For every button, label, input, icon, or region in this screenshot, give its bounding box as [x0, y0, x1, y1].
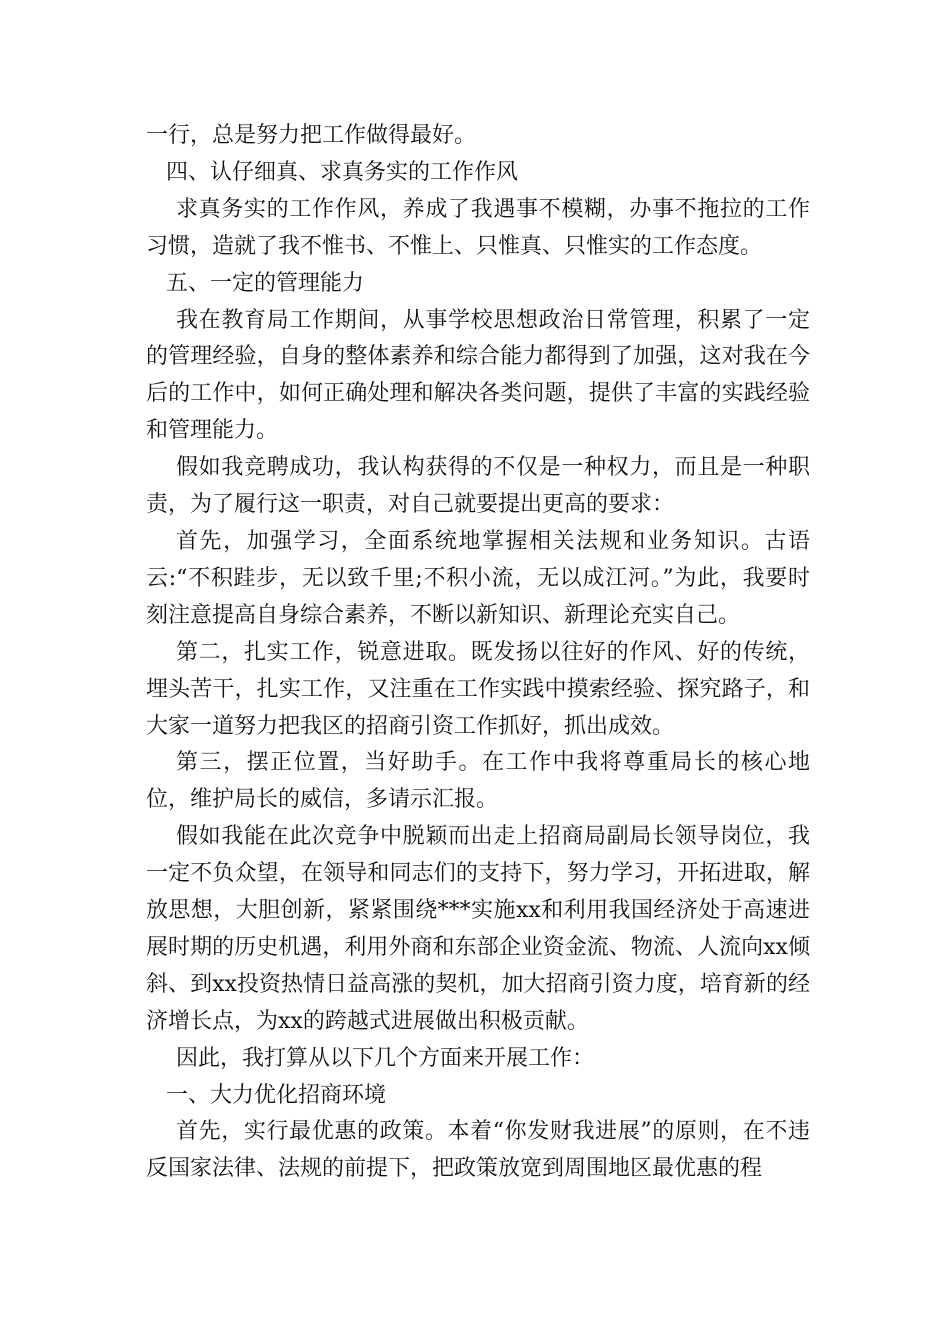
paragraph-commitment: 假如我能在此次竞争中脱颖而出走上招商局副局长领导岗位，我一定不负众望，在领导和同志们的支持下，努力学习，开拓进取，解放思想，大胆创新，紧紧围绕***实施xx和利用我国经济处于高速进展时期的历史机遇，利用外商和东部企业资金流、物流、人流向xx倾斜、到xx投资热情日益高涨的契机，加大招商引资力度，培育新的经济增长点，为xx的跨越式进展做出积极贡献。	[146, 824, 810, 1034]
paragraph-if-successful: 假如我竞聘成功，我认构获得的不仅是一种权力，而且是一种职责，为了履行这一职责，对自己就要提出更高的要求：	[146, 455, 810, 518]
paragraph-continuation: 一行，总是努力把工作做得最好。	[146, 123, 477, 148]
paragraph-plan-intro: 因此，我打算从以下几个方面来开展工作：	[176, 1045, 595, 1071]
section-heading-5: 五、一定的管理能力	[166, 270, 365, 296]
paragraph-preferential-policy: 首先，实行最优惠的政策。本着“你发财我进展”的原则，在不违反国家法律、法规的前提下，把政策放宽到周围地区最优惠的程	[146, 1119, 810, 1182]
paragraph-third-position: 第三，摆正位置，当好助手。在工作中我将尊重局长的核心地位，维护局长的威信，多请示汇报。	[146, 750, 810, 813]
section-heading-1: 一、大力优化招商环境	[166, 1082, 387, 1108]
document-body	[146, 118, 810, 1188]
paragraph-work-style: 求真务实的工作作风，养成了我遇事不模糊，办事不拖拉的工作习惯，造就了我不惟书、不惟上、只惟真、只惟实的工作态度。	[146, 196, 810, 259]
paragraph-management-experience: 我在教育局工作期间，从事学校思想政治日常管理，积累了一定的管理经验，自身的整体素养和综合能力都得到了加强，这对我在今后的工作中，如何正确处理和解决各类问题，提供了丰富的实践经验和管理能力。	[146, 307, 810, 444]
paragraph-first-study: 首先，加强学习，全面系统地掌握相关法规和业务知识。古语云:“不积跬步，无以致千里;不积小流，无以成江河。”为此，我要时刻注意提高自身综合素养，不断以新知识、新理论充实自己。	[146, 528, 810, 628]
section-heading-4: 四、认仔细真、求真务实的工作作风	[166, 159, 519, 185]
paragraph-second-work: 第二，扎实工作，锐意进取。既发扬以往好的作风、好的传统，埋头苦干，扎实工作，又注重在工作实践中摸索经验、探究路子，和大家一道努力把我区的招商引资工作抓好，抓出成效。	[146, 639, 810, 739]
